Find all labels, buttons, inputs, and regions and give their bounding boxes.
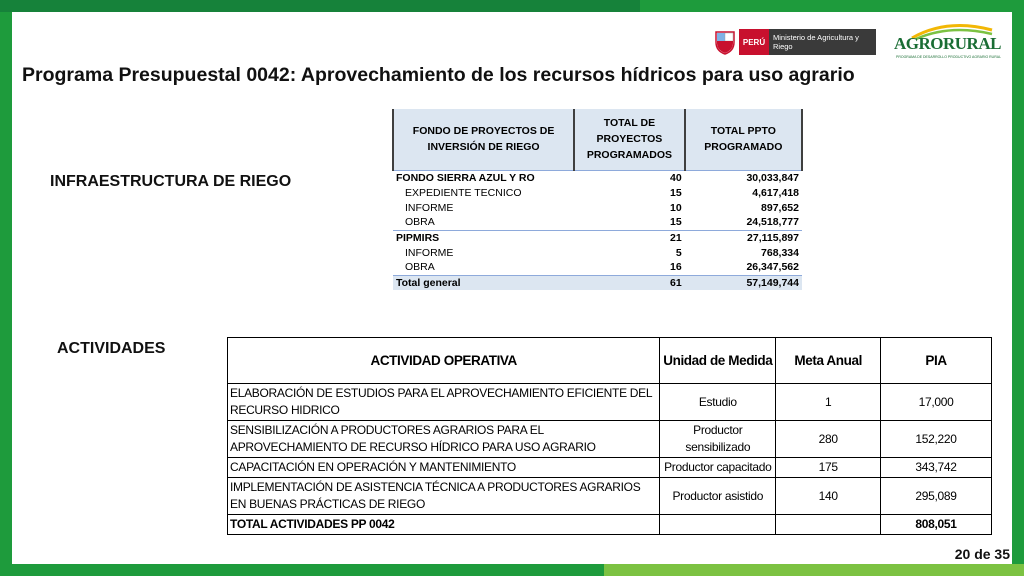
infra-total-label: Total general xyxy=(393,275,574,290)
infra-row xyxy=(393,215,802,230)
activity-cell-activity: IMPLEMENTACIÓN DE ASISTENCIA TÉCNICA A PRODUCTORES AGRARIOS EN BUENAS PRÁCTICAS DE RIEGO xyxy=(228,478,660,515)
activity-cell-goal: 1 xyxy=(776,384,881,421)
infra-cell-label: INFORME xyxy=(405,201,454,214)
activities-header-actividad: ACTIVIDAD OPERATIVA xyxy=(228,338,660,384)
infra-row xyxy=(393,230,802,245)
page-number: 20 de 35 xyxy=(954,546,1010,562)
ministry-label: Ministerio de Agricultura y Riego xyxy=(769,29,876,55)
activities-total-pia: 808,051 xyxy=(881,515,992,535)
infra-total-row xyxy=(393,275,802,290)
frame-accent-top xyxy=(0,0,640,12)
infra-cell-label: OBRA xyxy=(405,216,435,229)
infra-cell-projects: 21 xyxy=(574,230,685,245)
agrorural-logo xyxy=(892,20,1002,64)
infra-total-budget: 57,149,744 xyxy=(685,275,802,290)
activity-row xyxy=(228,458,992,478)
infra-cell-label: INFORME xyxy=(405,246,454,259)
infra-header-fondo: FONDO DE PROYECTOS DE INVERSIÓN DE RIEGO xyxy=(393,109,574,170)
infra-header-ppto: TOTAL PPTO PROGRAMADO xyxy=(685,109,802,170)
infra-header-proyectos: TOTAL DE PROYECTOS PROGRAMADOS xyxy=(574,109,685,170)
activities-total-label: TOTAL ACTIVIDADES PP 0042 xyxy=(228,515,660,535)
frame-accent-bottom xyxy=(604,564,1024,576)
infra-cell-label: EXPEDIENTE TECNICO xyxy=(405,186,522,199)
activity-cell-activity: ELABORACIÓN DE ESTUDIOS PARA EL APROVECHAMIENTO EFICIENTE DEL RECURSO HIDRICO xyxy=(228,384,660,421)
coat-of-arms-icon xyxy=(714,29,736,55)
infra-cell-budget: 26,347,562 xyxy=(746,261,799,274)
activity-row xyxy=(228,478,992,515)
infra-total-projects: 61 xyxy=(574,275,685,290)
activities-header-meta: Meta Anual xyxy=(776,338,881,384)
activity-cell-goal: 175 xyxy=(776,458,881,478)
activity-cell-goal: 280 xyxy=(776,421,881,458)
activities-table xyxy=(227,337,992,535)
infra-cell-projects: 10 xyxy=(670,201,682,214)
section-actividades: ACTIVIDADES xyxy=(57,340,166,357)
activities-total-row xyxy=(228,515,992,535)
activity-cell-goal: 140 xyxy=(776,478,881,515)
infra-cell-budget: 24,518,777 xyxy=(746,216,799,229)
infra-cell-projects: 15 xyxy=(670,186,682,199)
agrorural-tagline: PROGRAMA DE DESARROLLO PRODUCTIVO AGRARIO RURAL xyxy=(896,55,1002,59)
activity-cell-pia: 295,089 xyxy=(881,478,992,515)
infra-cell-label: PIPMIRS xyxy=(393,230,574,245)
ministry-logo xyxy=(714,27,876,57)
activities-total-blank-unit xyxy=(660,515,776,535)
peru-label: PERÚ xyxy=(739,29,769,55)
activity-row xyxy=(228,421,992,458)
activity-cell-unit: Estudio xyxy=(660,384,776,421)
infra-cell-budget: 27,115,897 xyxy=(685,230,802,245)
infra-row xyxy=(393,260,802,275)
activity-cell-activity: SENSIBILIZACIÓN A PRODUCTORES AGRARIOS PARA EL APROVECHAMIENTO DE RECURSO HÍDRICO PARA USO AGRARIO xyxy=(228,421,660,458)
activity-cell-pia: 17,000 xyxy=(881,384,992,421)
infra-cell-budget: 30,033,847 xyxy=(685,170,802,185)
infra-cell-label: FONDO SIERRA AZUL Y RO xyxy=(393,170,574,185)
activities-header-unidad: Unidad de Medida xyxy=(660,338,776,384)
infra-cell-label: OBRA xyxy=(405,261,435,274)
infra-row xyxy=(393,185,802,200)
infra-cell-projects: 16 xyxy=(670,261,682,274)
section-infraestructura: INFRAESTRUCTURA DE RIEGO xyxy=(50,173,292,190)
infra-cell-projects: 15 xyxy=(670,216,682,229)
activity-cell-unit: Productor sensibilizado xyxy=(660,421,776,458)
activities-header-pia: PIA xyxy=(881,338,992,384)
infra-table xyxy=(392,109,803,290)
infra-row xyxy=(393,245,802,260)
activity-cell-pia: 343,742 xyxy=(881,458,992,478)
activities-total-blank-goal xyxy=(776,515,881,535)
activity-cell-activity: CAPACITACIÓN EN OPERACIÓN Y MANTENIMIENTO xyxy=(228,458,660,478)
infra-row xyxy=(393,170,802,185)
page-title: Programa Presupuestal 0042: Aprovechamiento de los recursos hídricos para uso agrario xyxy=(22,64,855,86)
infra-cell-budget: 897,652 xyxy=(761,201,799,214)
agrorural-wordmark: AGRORURAL xyxy=(894,34,1001,53)
activity-cell-unit: Productor asistido xyxy=(660,478,776,515)
infra-row xyxy=(393,200,802,215)
infra-cell-budget: 768,334 xyxy=(761,246,799,259)
activity-cell-unit: Productor capacitado xyxy=(660,458,776,478)
infra-cell-projects: 5 xyxy=(675,246,682,259)
infra-cell-budget: 4,617,418 xyxy=(752,186,799,199)
activity-row xyxy=(228,384,992,421)
infra-cell-projects: 40 xyxy=(574,170,685,185)
activity-cell-pia: 152,220 xyxy=(881,421,992,458)
